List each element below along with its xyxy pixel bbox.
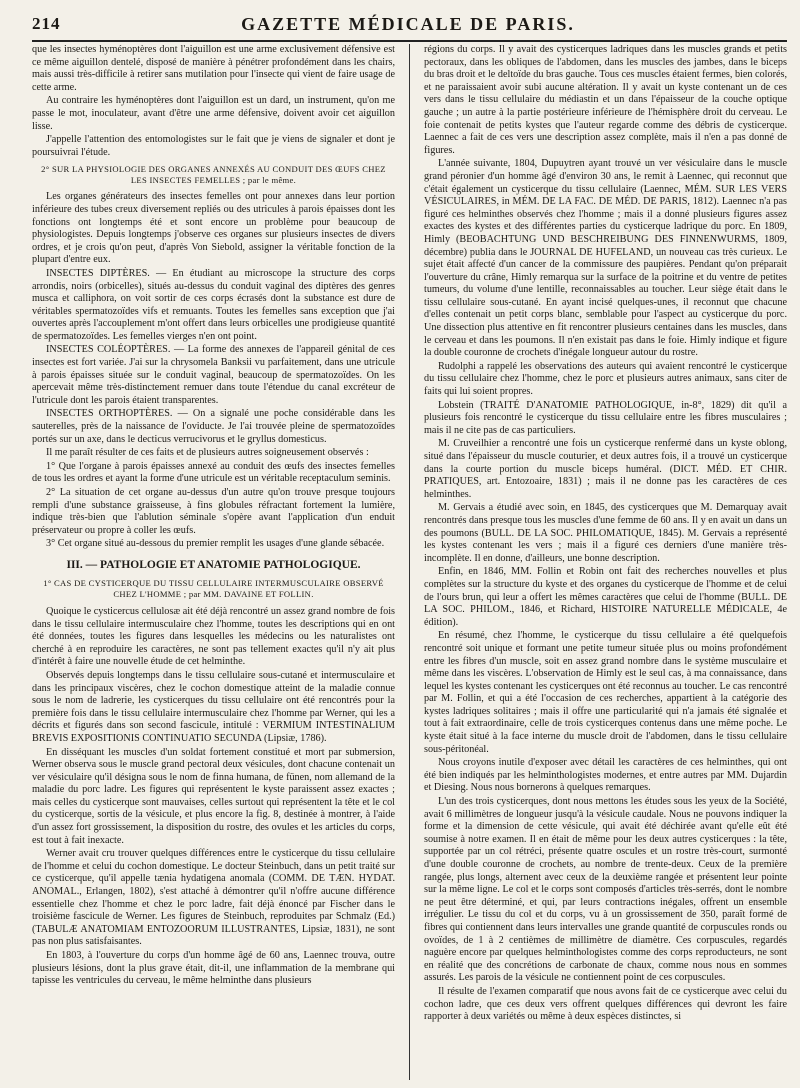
paragraph: J'appelle l'attention des entomologistes sur le fait que je viens de signaler et dont je poursuivrai l'étude. — [32, 134, 395, 158]
paragraph: Il résulte de l'examen comparatif que nous avons fait de ce cysticerque avec celui du cochon ladre, que ces deux vers offrent quelques différences qui devront les faire rapporter à deux variétés ou même à deux espèces distinctes, si — [424, 985, 787, 1023]
paragraph: INSECTES ORTHOPTÈRES. — On a signalé une poche considérable dans les sauterelles, près de la naissance de l'oviducte. Je l'ai trouvée pleine de spermatozoïdes portés sur un axe, dans le decticus verrucivorus et le gryllus domesticus. — [32, 408, 395, 445]
page-header — [32, 14, 784, 38]
page-number: 214 — [32, 14, 61, 33]
paragraph: M. Cruveilhier a rencontré une fois un cysticerque renfermé dans un kyste oblong, situé dans l'épaisseur du muscle couturier, et deux autres fois, il a trouvé un cysticerque dans la courte portion du muscle biceps huméral. (DICT. MÉD. ET CHIR. PRATIQUES, art. Entozoaire, 1831) ; mais il ne donne pas les caractères de ces helminthes. — [424, 438, 787, 500]
paragraph: L'année suivante, 1804, Dupuytren ayant trouvé un ver vésiculaire dans le muscle grand péronier d'un homme âgé d'environ 30 ans, le remit à Laennec, qui reconnut que c'était également un cysticerque du tissu cellulaire (Laennec, MÉM. SUR LES VERS VÉSICULAIRES, in MÉM. DE LA FAC. DE MÉD. DE PARIS, 1812). Laennec n'a pas figuré ces helminthes observés chez l'homme ; mais il a donné plusieurs figures assez exactes des kystes et des différentes parties du cysticerque ladrique du porc. En 1809, Himly (BEOBACHTUNG UND BESCHREIBUNG DES FINNENWURMS, 1809, décembre) publia dans le JOURNAL DE HUFELAND, un nouveau cas très curieux. Le sujet était affecté d'un cancer de la commissure des paupières. Pendant qu'on préparait l'ouverture du crâne, Himly remarqua sur la surface de la poitrine et du ventre de petites tumeurs, du volume d'une lentille, reconnaissables au toucher. Leur siège était dans le tissu cellulaire sous-cutané. En ayant incisé quelques-unes, il reconnut que chacune d'elles contenait un petit corps blanc, semblable pour l'aspect au cysticerque du porc. Une dissection plus attentive en fit rencontrer plusieurs centaines dans les muscles, dans le cerveau et dans les poumons. Il n'en existait pas dans le foie. Himly indique et figure la double couronne de crochets d'inégale longueur autour du rostre. — [424, 158, 787, 359]
paragraph: Quoique le cysticercus cellulosæ ait été déjà rencontré un assez grand nombre de fois dans le tissu cellulaire intermusculaire chez l'homme, toutes les descriptions qui en ont été données, toutes les figures dans lesquelles les médecins ou les naturalistes ont cherché à en reproduire les caractères, ne sont pas tellement exactes qu'il n'y ait plus d'intérêt à faire une nouvelle étude de cet helminthe. — [32, 605, 395, 668]
paragraph: INSECTES COLÉOPTÈRES. — La forme des annexes de l'appareil génital de ces insectes est fort variée. J'ai sur la chrysomela Banksii vu parfaitement, dans une utricule à parois épaisses située sur le conduit vaginal, beaucoup de spermatozoïdes. On les apercevait même très-distinctement remuer dans toute l'étendue du canal excréteur de l'utricule dont les parois étaient transparentes. — [32, 344, 395, 406]
paragraph: Werner avait cru trouver quelques différences entre le cysticerque du tissu cellulaire de l'homme et celui du cochon domestique. Le docteur Steinbuch, dans un petit traité sur ce cysticerque, qu'il appelle tænia hydatigena anomala (COMM. DE TÆN. HYDAT. ANOMAL., Erlangen, 1802), s'est attaché à démontrer qu'il n'offre aucune différence essentielle chez l'homme et chez le porc ladre, fait déjà énoncé par Fischer dans le troisième fascicule de Werner. Les figures de Steinbuch, reproduites par Schmalz (Ed.) (TABULÆ ANATOMIAM ENTOZOORUM ILLUSTRANTES, Lipsiæ, 1831), ne sont pas non plus satisfaisantes. — [32, 848, 395, 948]
article-title: 1° CAS DE CYSTICERQUE DU TISSU CELLULAIRE INTERMUSCULAIRE OBSERVÉ CHEZ L'HOMME ; par MM. DAVAINE ET FOLLIN. — [43, 577, 384, 599]
paragraph: En 1803, à l'ouverture du corps d'un homme âgé de 60 ans, Laennec trouva, outre plusieurs lésions, dont la plus grave était, dit-il, une inflammation de la membrane qui tapisse les ventricules du cerveau, le même helminthe dans plusieurs — [32, 950, 395, 987]
subsection-heading: 2° SUR LA PHYSIOLOGIE DES ORGANES ANNEXÉS AU CONDUIT DES ŒUFS CHEZ LES INSECTES FEMELLES ; par le même. — [41, 164, 386, 186]
column-divider — [409, 44, 410, 1080]
paragraph: 1° Que l'organe à parois épaisses annexé au conduit des œufs des insectes femelles de tous les ordres et ayant la forme d'une utricule est un véritable receptaculum seminis. — [32, 460, 395, 485]
paragraph: Rudolphi a rappelé les observations des auteurs qui avaient rencontré le cysticerque du tissu cellulaire chez l'homme, chez le porc et plusieurs autres animaux, sans citer de faits qui lui soient propres. — [424, 360, 787, 398]
paragraph: 3° Cet organe situé au-dessous du premier remplit les usages d'une glande sébacée. — [46, 538, 385, 550]
paragraph: régions du corps. Il y avait des cysticerques ladriques dans les muscles grands et petits pectoraux, dans les obliques de l'abdomen, dans les muscles des jambes, dans le biceps du bras droit et le deltoïde du bras gauche. Tous ces muscles étaient fermes, bien colorés, et ne paraissaient avoir subi aucune altération. Il y avait un kyste contenant un de ces vers dans le tissu cellulaire du médiastin et un dans l'épaisseur de la couche optique gauche ; un autre à la partie postérieure inférieure de l'hémisphère droit du cerveau. Le foie contenait de petits kystes que l'auteur regarde comme des débris de cysticerque. Laennec a fait de ces vers une description assez complète, mais il n'en a pas donné de figures. — [424, 44, 787, 156]
paragraph: 2° La situation de cet organe au-dessus d'un autre qu'on trouve presque toujours rempli d'une substance graisseuse, à fins globules réfractant fortement la lumière, indique très-bien que l'ablution séminale s'opère avant l'application d'un enduit préservateur ou propre à coller les œufs. — [32, 487, 395, 536]
paragraph: Au contraire les hyménoptères dont l'aiguillon est un dard, un instrument, qu'on me passe le mot, inoculateur, avant d'être une arme défensive, doivent avoir cet aiguillon lisse. — [32, 95, 395, 132]
paragraph: Lobstein (TRAITÉ D'ANATOMIE PATHOLOGIQUE, in-8°, 1829) dit qu'il a plusieurs fois rencontré le cysticerque du tissu cellulaire entre les fibres musculaires ; mais il ne cite pas de cas particuliers. — [424, 399, 787, 436]
right-column — [424, 44, 787, 1084]
journal-title: GAZETTE MÉDICALE DE PARIS. — [241, 14, 575, 34]
paragraph: Les organes générateurs des insectes femelles ont pour annexes dans leur portion inférieure des tubes creux diversement repliés ou des utricules à parois épaisses dont les fonctions ont longtemps été et sont encore un problème pour beaucoup de physiologistes. Depuis longtemps j'observe ces organes sur plusieurs insectes de divers ordres, et je crois qu'on peut, d'après Von Siebold, assigner la véritable fonction de la plupart d'entre eux. — [32, 191, 395, 266]
paragraph: Nous croyons inutile d'exposer avec détail les caractères de ces helminthes, qui ont été bien indiqués par les helminthologistes modernes, et entre autres par MM. Dujardin et Diesing. Nous nous bornerons à quelques remarques. — [424, 757, 787, 794]
paragraph: En disséquant les muscles d'un soldat fortement constitué et mort par submersion, Werner observa sous le muscle grand pectoral deux vésicules, dont chacune contenait un ver vésiculaire qu'il désigna sous le nom de finna humana, de fünen, nom allemand de la maladie du porc ladre. Les figures qui représentent le kyste paraissent assez exactes ; mais celles du cysticerque sont mauvaises, celles surtout qui représentent la tête et le col du cysticerque, sortis de la vésicule, et plus encore la fig. 8, destinée à montrer, à l'aide d'un assez fort grossissement, la disposition du rostre, des ovules et les articles du corps, est tout à fait inexacte. — [32, 746, 395, 846]
header-rule — [32, 40, 787, 42]
paragraph: Observés depuis longtemps dans le tissu cellulaire sous-cutané et intermusculaire et dans les principaux viscères, chez le cochon domestique atteint de la maladie connue sous le nom de ladrerie, les cysticerques du tissu cellulaire ont été rencontrés pour la première fois dans le tissu cellulaire intermusculaire chez l'homme par Werner, qui les a décrits et figurés dans son second fascicule, intitulé : VERMIUM INTESTINALIUM BREVIS EXPOSITIONIS CONTINUATIO SECUNDA (Lipsiæ, 1786). — [32, 669, 395, 744]
paragraph: M. Gervais a étudié avec soin, en 1845, des cysticerques que M. Demarquay avait rencontrés dans presque tous les muscles d'une femme de 60 ans. Il y en avait un dans un des poumons (BULL. DE LA SOC. PHILOMATIQUE, 1845). M. Gervais a représenté les kystes contenant les vers ; mais il a figuré ces derniers d'une manière très-incomplète. Il en donne, d'ailleurs, une bonne description. — [424, 502, 787, 564]
paragraph: L'un des trois cysticerques, dont nous mettons les études sous les yeux de la Société, avait 6 millimètres de longueur jusqu'à la vésicule caudale. Nous ne pouvons indiquer la forme et la dimension de cette vésicule, qui avait été déchirée avant qu'elle eût été soumise à notre examen. Il en était de même pour les deux autres cysticerques : la tête, supportée par un col rétréci, présente quatre oscules et un rostre très-court, surmonté d'une double couronne de crochets, au nombre de trente-deux. Ceux de la première rangée, plus longs, alternent avec ceux de la deuxième rangée et présentent leur pointe sur la même ligne. Le col et le corps sont composés d'articles très-serrés, dont le nombre ne peut être déterminé, et qui, par leurs contractions inégales, offrent un ensemble irrégulier. Le tissu du col et du corps, vu à un grossissement de 350, paraît formé de fibres qui contiennent dans leurs intervalles une grande quantité de corpuscules ronds ou ovoïdes, de 1 à 2 centièmes de millimètre de diamètre. Ces corpuscules, regardés naguère encore par quelques helminthologistes comme des corps reproducteurs, ne sont en réalité que des concrétions de carbonate de chaux, comme nous nous en sommes assurés. Les parois de la vésicule ne contiennent point de ces corpuscules. — [424, 796, 787, 984]
section-heading: III. — PATHOLOGIE ET ANATOMIE PATHOLOGIQUE. — [66, 558, 361, 571]
paragraph: En résumé, chez l'homme, le cysticerque du tissu cellulaire a été quelquefois rencontré soit unique et formant une petite tumeur située plus ou moins profondément entre les fibres d'un muscle, soit en assez grand nombre dans le système musculaire et même dans les viscères. L'observation de Himly est le seul cas, à ma connaissance, dans lequel les kystes contenant les cysticerques ont été reconnus au toucher. Le cas rencontré par M. Follin, et qui a été l'occasion de ces recherches, appartient à la catégorie des kystes ladriques solitaires ; mais il offre une particularité qui n'a jamais été signalée et tout à fait extraordinaire, celle de trois cysticerques contenus dans une même poche. Le kyste était situé à la face interne du muscle droit de l'abdomen, dans le tissu cellulaire sous-péritonéal. — [424, 630, 787, 755]
paragraph: INSECTES DIPTÈRES. — En étudiant au microscope la structure des corps arrondis, noirs (orbicelles), situés au-dessus du conduit vaginal des diptères des genres musca et calliphora, on voit sortir de ces corps écrasés dont la substance est dure de véritables spermatozoïdes vifs et remuants. Toutes les femelles sans exception que j'ai ouvertes après l'accouplement m'ont offert dans leurs orbicelles une prodigieuse quantité de spermatozoïdes. Les femelles vierges n'en ont point. — [32, 267, 395, 342]
left-column — [32, 44, 395, 1084]
paragraph: que les insectes hyménoptères dont l'aiguillon est une arme exclusivement défensive est ce même aiguillon dentelé, disposé de manière à pénétrer profondément dans les chairs, mais aussi très-difficile à retirer sans mutilation pour l'insecte qui vient de faire usage de cette arme. — [32, 44, 395, 93]
paragraph: Il me paraît résulter de ces faits et de plusieurs autres soigneusement observés : — [46, 447, 369, 459]
paragraph: Enfin, en 1846, MM. Follin et Robin ont fait des recherches nouvelles et plus complètes sur la structure du kyste et des organes du cysticerque de l'homme et de celui de l'ours brun, qui leur a offert les mêmes caractères que celui de l'homme (BULL. DE LA SOC. PHILOM., 1846, et Richard, HISTOIRE NATURELLE MÉDICALE, 4e édition). — [424, 566, 787, 628]
